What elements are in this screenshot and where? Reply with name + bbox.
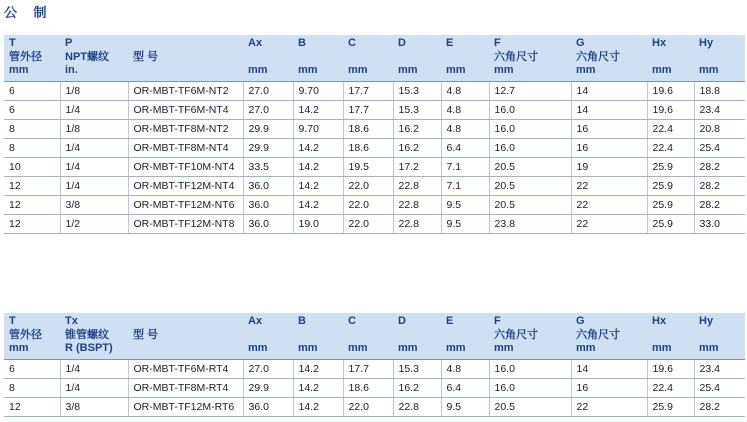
- column-header-line: C: [348, 315, 356, 327]
- column-header: [694, 313, 745, 360]
- table-cell: 16.2: [393, 379, 441, 398]
- table-cell: 9.5: [441, 196, 489, 215]
- column-header-line: Hx: [652, 315, 667, 327]
- table-cell: 1/4: [60, 158, 128, 177]
- column-header-line: E: [446, 315, 454, 327]
- table-cell: 16: [571, 379, 647, 398]
- table-cell: 14.2: [293, 398, 343, 417]
- table-cell: OR-MBT-TF6M-NT2: [128, 82, 243, 101]
- table-cell: 25.9: [647, 196, 694, 215]
- table-cell: 14.2: [293, 177, 343, 196]
- table-cell: 22.4: [647, 120, 694, 139]
- table-cell: 25.4: [694, 139, 745, 158]
- column-header-line: 型 号: [133, 328, 159, 341]
- table-cell: 22.4: [647, 379, 694, 398]
- column-header: [489, 35, 571, 82]
- table-row: [4, 158, 745, 177]
- column-header-line: 管外径: [9, 50, 42, 63]
- column-header-line: T: [9, 315, 16, 327]
- table-cell: 14.2: [293, 360, 343, 379]
- table-cell: 16.0: [489, 101, 571, 120]
- table-header-row: [4, 313, 745, 360]
- table-cell: OR-MBT-TF6M-NT4: [128, 101, 243, 120]
- table-cell: 25.9: [647, 398, 694, 417]
- column-header: [647, 313, 694, 360]
- column-header-line: [652, 51, 694, 65]
- column-header: [647, 35, 694, 82]
- column-header: [128, 35, 243, 82]
- table-cell: 20.8: [694, 120, 745, 139]
- table-cell: 22.8: [393, 177, 441, 196]
- column-header-line: 锥管螺纹: [65, 328, 109, 341]
- table-cell: 6: [4, 82, 60, 101]
- table-cell: 22.4: [647, 139, 694, 158]
- metric-npt-table: [4, 35, 745, 234]
- column-header-line: D: [398, 315, 406, 327]
- table-cell: 3/8: [60, 398, 128, 417]
- table-cell: 9.70: [293, 120, 343, 139]
- column-header-line: Hx: [652, 37, 667, 49]
- table-cell: 29.9: [243, 379, 293, 398]
- table-cell: 8: [4, 379, 60, 398]
- table-row: [4, 120, 745, 139]
- column-header-line: NPT螺纹: [65, 50, 109, 63]
- table-cell: 19: [571, 158, 647, 177]
- column-header: [60, 313, 128, 360]
- table-cell: 3/8: [60, 196, 128, 215]
- table-cell: 9.5: [441, 215, 489, 234]
- table-cell: 22: [571, 177, 647, 196]
- table-cell: 6.4: [441, 379, 489, 398]
- table-row: [4, 139, 745, 158]
- column-header-line: 六角尺寸: [494, 50, 538, 63]
- column-header-line: mm: [652, 342, 672, 354]
- table-cell: 20.5: [489, 177, 571, 196]
- table-cell: 36.0: [243, 177, 293, 196]
- table-cell: 14: [571, 360, 647, 379]
- table-cell: 25.9: [647, 215, 694, 234]
- table-cell: 19.5: [343, 158, 393, 177]
- table-cell: 17.7: [343, 360, 393, 379]
- column-header: [128, 313, 243, 360]
- column-header-line: mm: [699, 342, 719, 354]
- table-cell: 16: [571, 139, 647, 158]
- column-header-line: mm: [248, 342, 268, 354]
- table-cell: 15.3: [393, 360, 441, 379]
- column-header-line: 六角尺寸: [576, 50, 620, 63]
- column-header-line: [699, 51, 745, 65]
- table-cell: 7.1: [441, 158, 489, 177]
- table-cell: 33.5: [243, 158, 293, 177]
- column-header-line: Ax: [248, 315, 263, 327]
- table-cell: 1/8: [60, 120, 128, 139]
- table-cell: 20.5: [489, 398, 571, 417]
- table-row: [4, 398, 745, 417]
- table-cell: 1/8: [60, 82, 128, 101]
- table-cell: 28.2: [694, 158, 745, 177]
- table-cell: 18.8: [694, 82, 745, 101]
- table-cell: OR-MBT-TF12M-NT6: [128, 196, 243, 215]
- table-cell: 27.0: [243, 360, 293, 379]
- column-header-line: mm: [9, 64, 29, 76]
- column-header-line: mm: [398, 342, 418, 354]
- column-header-line: B: [298, 37, 306, 49]
- table-cell: 12: [4, 196, 60, 215]
- table-cell: 18.6: [343, 379, 393, 398]
- column-header-line: in.: [65, 64, 78, 76]
- table-cell: OR-MBT-TF12M-NT8: [128, 215, 243, 234]
- column-header: [293, 313, 343, 360]
- table-cell: 4.8: [441, 360, 489, 379]
- table-cell: 27.0: [243, 101, 293, 120]
- table-cell: 4.8: [441, 82, 489, 101]
- table-cell: 9.70: [293, 82, 343, 101]
- table-cell: 19.6: [647, 101, 694, 120]
- table-cell: 18.6: [343, 139, 393, 158]
- table-row: [4, 379, 745, 398]
- column-header-line: mm: [446, 342, 466, 354]
- column-header-line: [348, 51, 393, 65]
- column-header-line: [133, 64, 243, 78]
- metric-bspt-table: [4, 313, 745, 417]
- column-header-line: T: [9, 37, 16, 49]
- table-cell: 23.8: [489, 215, 571, 234]
- table-cell: 36.0: [243, 215, 293, 234]
- table-cell: 16.2: [393, 120, 441, 139]
- column-header-line: [248, 329, 293, 343]
- column-header-line: Hy: [699, 315, 714, 327]
- column-header: [571, 313, 647, 360]
- column-header-line: mm: [699, 64, 719, 76]
- column-header-line: [133, 37, 243, 51]
- table-cell: 14.2: [293, 196, 343, 215]
- table-cell: 36.0: [243, 196, 293, 215]
- column-header: [571, 35, 647, 82]
- table-cell: 14.2: [293, 139, 343, 158]
- column-header-line: Hy: [699, 37, 714, 49]
- column-header-line: G: [576, 37, 585, 49]
- table-cell: OR-MBT-TF10M-NT4: [128, 158, 243, 177]
- column-header-line: [398, 51, 441, 65]
- table-cell: 22: [571, 398, 647, 417]
- table-cell: 25.4: [694, 379, 745, 398]
- table-cell: 19.6: [647, 82, 694, 101]
- table-cell: 1/4: [60, 101, 128, 120]
- column-header: [293, 35, 343, 82]
- table-cell: 12: [4, 215, 60, 234]
- column-header-line: D: [398, 37, 406, 49]
- column-header: [4, 313, 60, 360]
- column-header-line: mm: [576, 342, 596, 354]
- table-cell: 17.2: [393, 158, 441, 177]
- column-header-line: [348, 329, 393, 343]
- column-header-line: F: [494, 315, 501, 327]
- table-cell: 22: [571, 196, 647, 215]
- table-cell: 36.0: [243, 398, 293, 417]
- column-header-line: 六角尺寸: [494, 328, 538, 341]
- table-cell: 16.2: [393, 139, 441, 158]
- column-header-line: G: [576, 315, 585, 327]
- column-header-line: mm: [494, 342, 514, 354]
- table-row: [4, 196, 745, 215]
- column-header: [489, 313, 571, 360]
- table-cell: 28.2: [694, 196, 745, 215]
- table-cell: 16.0: [489, 379, 571, 398]
- table-cell: 16.0: [489, 139, 571, 158]
- column-header: [441, 35, 489, 82]
- table-cell: 25.9: [647, 177, 694, 196]
- table-cell: 15.3: [393, 82, 441, 101]
- table-cell: 10: [4, 158, 60, 177]
- table-cell: 12: [4, 398, 60, 417]
- column-header-line: mm: [494, 64, 514, 76]
- table-cell: OR-MBT-TF8M-NT2: [128, 120, 243, 139]
- table-cell: OR-MBT-TF12M-RT6: [128, 398, 243, 417]
- column-header: [243, 35, 293, 82]
- table-cell: 12.7: [489, 82, 571, 101]
- column-header-line: mm: [446, 64, 466, 76]
- table-cell: 22.8: [393, 398, 441, 417]
- table-cell: 4.8: [441, 120, 489, 139]
- column-header-line: [298, 329, 343, 343]
- column-header-line: R (BSPT): [65, 342, 113, 354]
- table-cell: 6: [4, 101, 60, 120]
- table-cell: OR-MBT-TF8M-NT4: [128, 139, 243, 158]
- table-cell: 29.9: [243, 120, 293, 139]
- column-header-line: B: [298, 315, 306, 327]
- table-cell: 1/4: [60, 139, 128, 158]
- table-cell: 22.0: [343, 196, 393, 215]
- table-cell: 17.7: [343, 101, 393, 120]
- table-cell: 1/4: [60, 379, 128, 398]
- column-header-line: [446, 329, 489, 343]
- table-cell: 19.0: [293, 215, 343, 234]
- column-header-line: mm: [9, 342, 29, 354]
- column-header-line: 管外径: [9, 328, 42, 341]
- table-cell: 7.1: [441, 177, 489, 196]
- column-header: [4, 35, 60, 82]
- column-header-line: C: [348, 37, 356, 49]
- column-header-line: mm: [298, 64, 318, 76]
- page-title: 公 制: [4, 6, 53, 21]
- column-header-line: mm: [576, 64, 596, 76]
- column-header: [393, 313, 441, 360]
- table-cell: 16.0: [489, 360, 571, 379]
- column-header: [441, 313, 489, 360]
- table-cell: 29.9: [243, 139, 293, 158]
- column-header-line: [298, 51, 343, 65]
- table-cell: 14: [571, 82, 647, 101]
- table-cell: 20.5: [489, 158, 571, 177]
- table-cell: OR-MBT-TF12M-NT4: [128, 177, 243, 196]
- column-header-line: [699, 329, 745, 343]
- table-cell: 14.2: [293, 379, 343, 398]
- column-header-line: mm: [652, 64, 672, 76]
- column-header-line: [133, 315, 243, 329]
- column-header: [60, 35, 128, 82]
- table-cell: 22.0: [343, 398, 393, 417]
- table-cell: 12: [4, 177, 60, 196]
- column-header: [393, 35, 441, 82]
- table-cell: 16.0: [489, 120, 571, 139]
- table-row: [4, 82, 745, 101]
- table-cell: 14.2: [293, 158, 343, 177]
- table-cell: 14: [571, 101, 647, 120]
- column-header-line: 型 号: [133, 50, 159, 63]
- column-header-line: [652, 329, 694, 343]
- table-cell: 22.0: [343, 215, 393, 234]
- table-cell: 1/2: [60, 215, 128, 234]
- table-header-row: [4, 35, 745, 82]
- table-cell: 20.5: [489, 196, 571, 215]
- table-row: [4, 360, 745, 379]
- table-cell: 6.4: [441, 139, 489, 158]
- table-cell: 22.8: [393, 215, 441, 234]
- column-header: [343, 313, 393, 360]
- column-header-line: Ax: [248, 37, 263, 49]
- column-header-line: [398, 329, 441, 343]
- table-cell: OR-MBT-TF8M-RT4: [128, 379, 243, 398]
- table-cell: 22.0: [343, 177, 393, 196]
- table-cell: 25.9: [647, 158, 694, 177]
- table-row: [4, 177, 745, 196]
- column-header-line: 六角尺寸: [576, 328, 620, 341]
- table-cell: 1/4: [60, 177, 128, 196]
- column-header-line: [248, 51, 293, 65]
- column-header: [343, 35, 393, 82]
- table-cell: 33.0: [694, 215, 745, 234]
- table-cell: 4.8: [441, 101, 489, 120]
- column-header-line: mm: [348, 342, 368, 354]
- table-cell: 14.2: [293, 101, 343, 120]
- table-cell: 28.2: [694, 177, 745, 196]
- column-header: [243, 313, 293, 360]
- column-header-line: mm: [298, 342, 318, 354]
- column-header-line: Tx: [65, 315, 78, 327]
- table-cell: 6: [4, 360, 60, 379]
- table-cell: 17.7: [343, 82, 393, 101]
- column-header-line: F: [494, 37, 501, 49]
- table-cell: 1/4: [60, 360, 128, 379]
- table-cell: 28.2: [694, 398, 745, 417]
- table-row: [4, 101, 745, 120]
- column-header: [694, 35, 745, 82]
- column-header-line: mm: [398, 64, 418, 76]
- table-cell: OR-MBT-TF6M-RT4: [128, 360, 243, 379]
- table-cell: 23.4: [694, 360, 745, 379]
- table-cell: 18.6: [343, 120, 393, 139]
- table-cell: 15.3: [393, 101, 441, 120]
- table-cell: 27.0: [243, 82, 293, 101]
- table-cell: 23.4: [694, 101, 745, 120]
- table-row: [4, 215, 745, 234]
- table-cell: 8: [4, 139, 60, 158]
- table-cell: 16: [571, 120, 647, 139]
- column-header-line: P: [65, 37, 73, 49]
- table-cell: 22: [571, 215, 647, 234]
- column-header-line: mm: [248, 64, 268, 76]
- column-header-line: E: [446, 37, 454, 49]
- column-header-line: mm: [348, 64, 368, 76]
- column-header-line: [133, 342, 243, 356]
- column-header-line: [446, 51, 489, 65]
- table-cell: 22.8: [393, 196, 441, 215]
- table-cell: 8: [4, 120, 60, 139]
- table-cell: 9.5: [441, 398, 489, 417]
- table-cell: 19.6: [647, 360, 694, 379]
